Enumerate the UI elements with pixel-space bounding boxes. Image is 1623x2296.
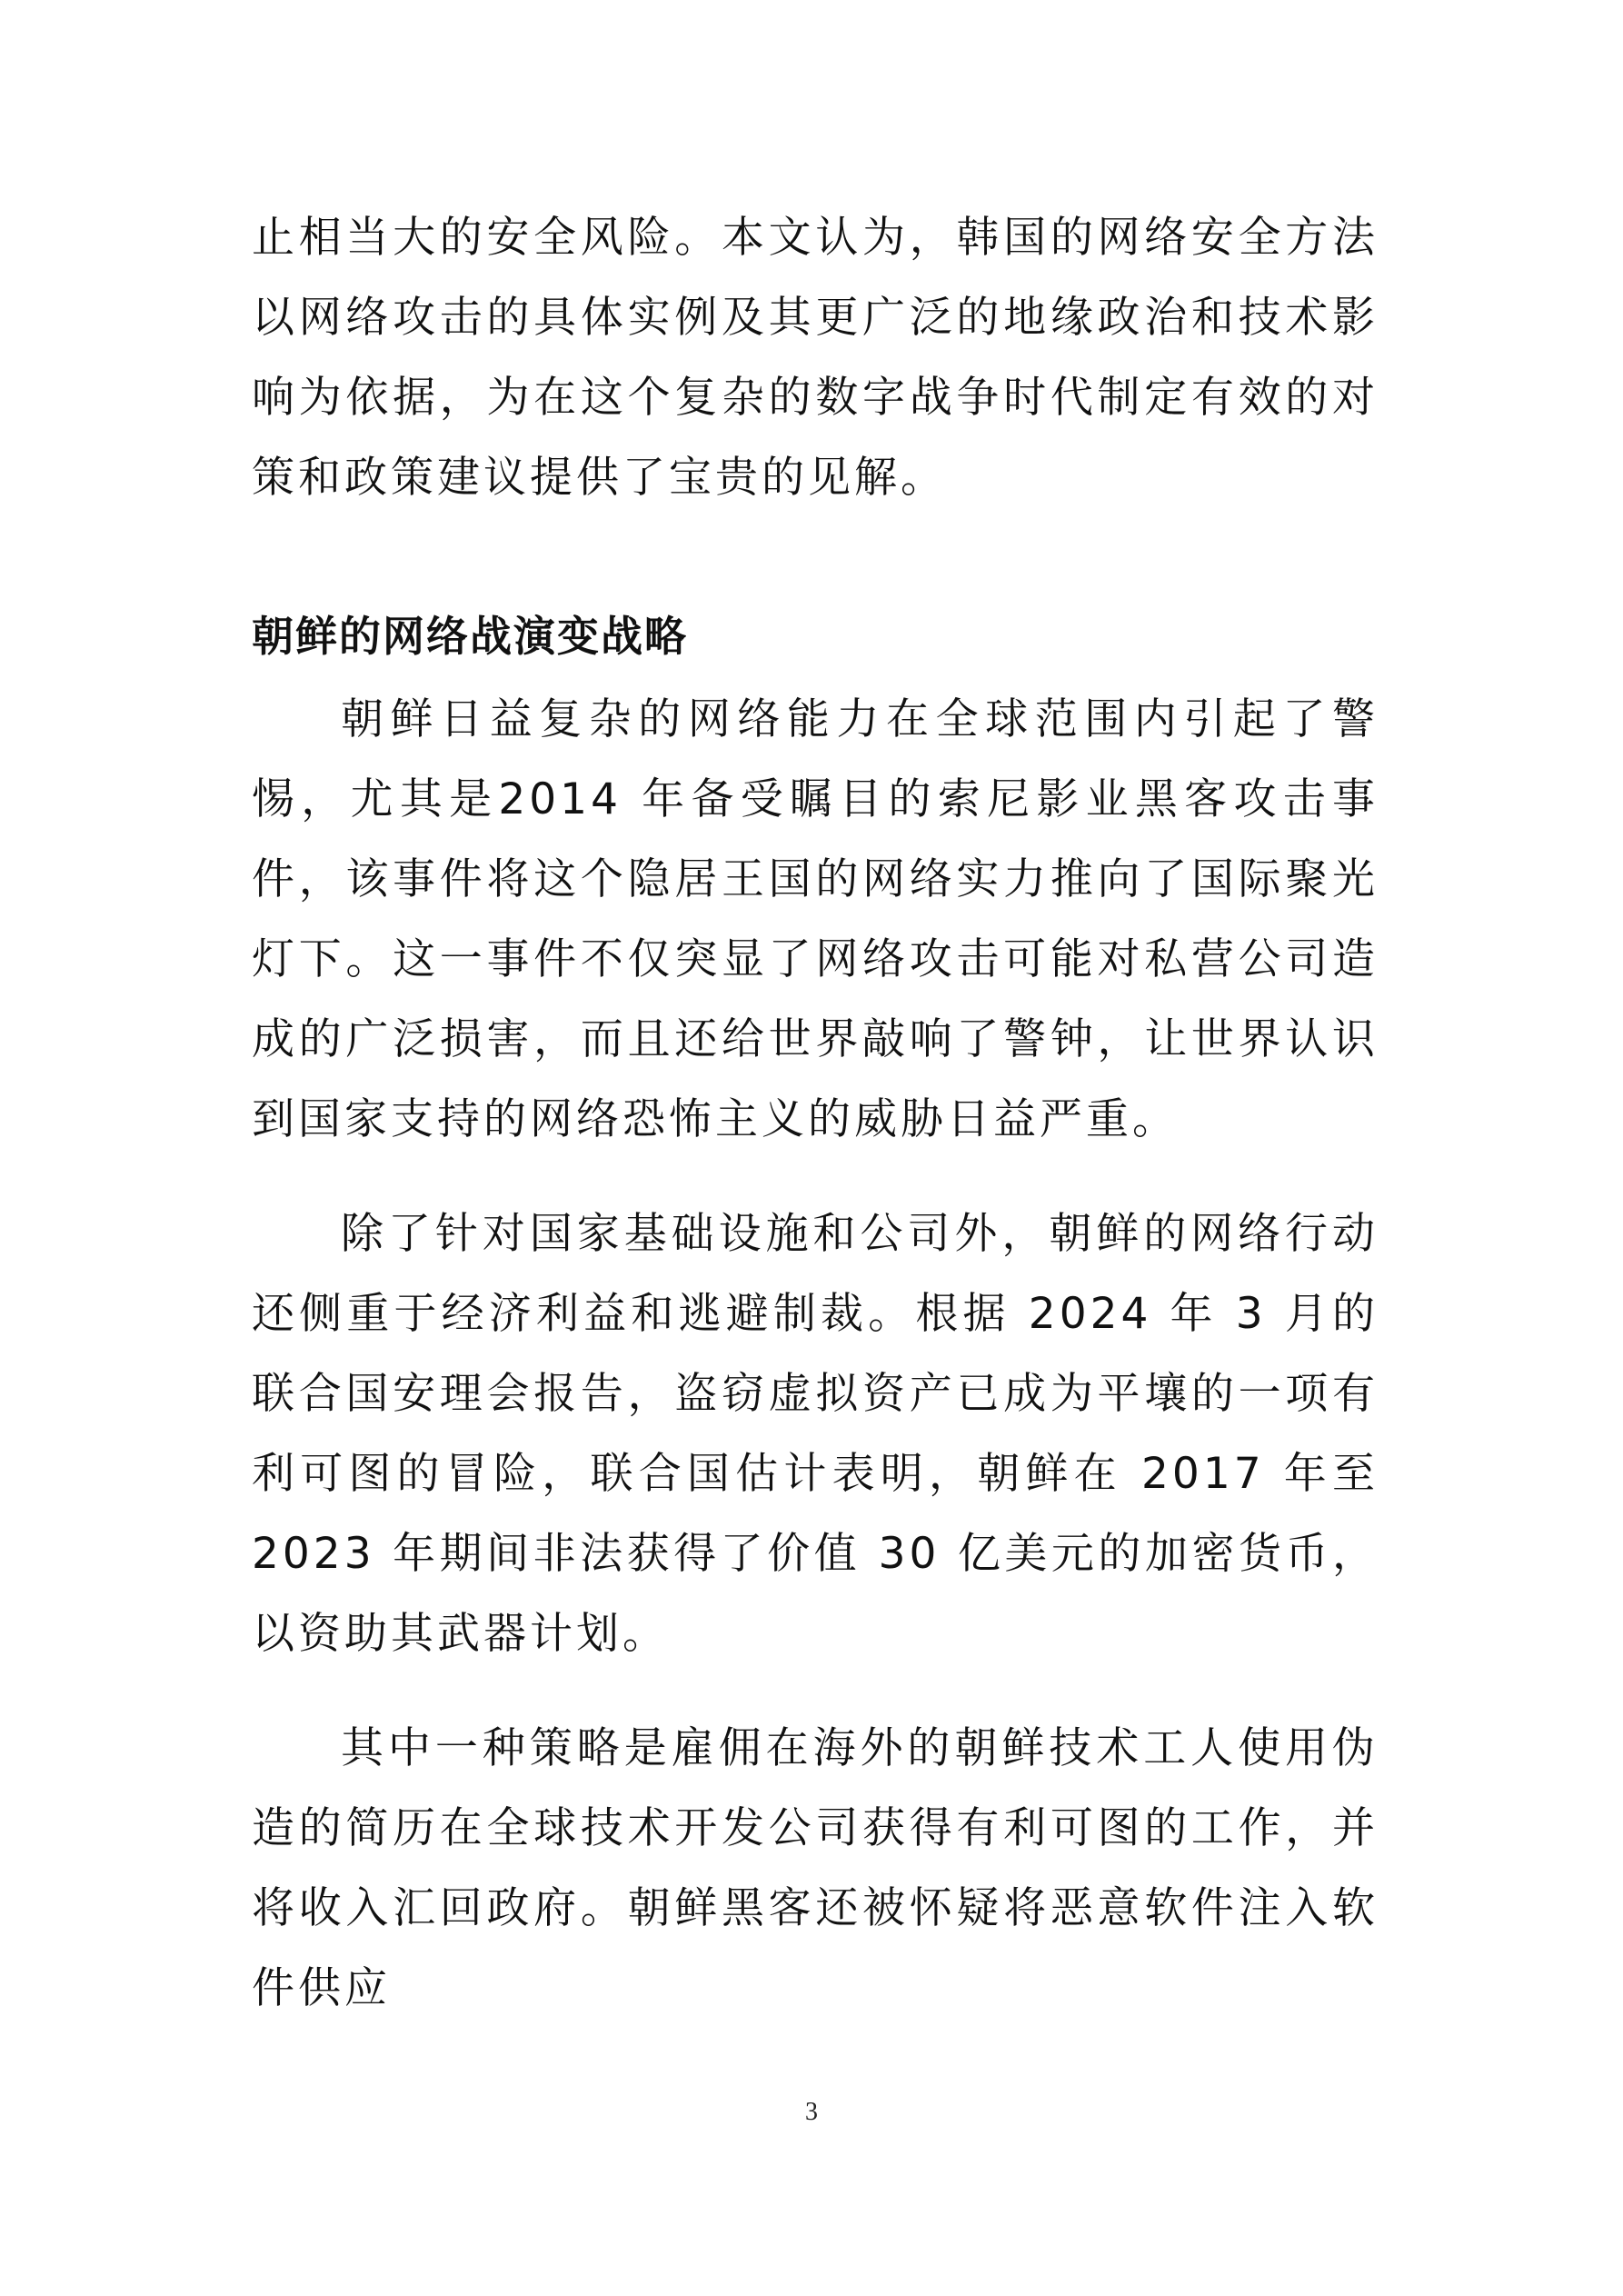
body-paragraph-3: 其中一种策略是雇佣在海外的朝鲜技术工人使用伪造的简历在全球技术开发公司获得有利可图的工作，并将收入汇回政府。朝鲜黑客还被怀疑将恶意软件注入软件供应 (252, 1723, 1379, 2013)
body-paragraph-2: 除了针对国家基础设施和公司外，朝鲜的网络行动还侧重于经济利益和逃避制裁。根据 2024 年 3 月的联合国安理会报告，盗窃虚拟资产已成为平壤的一项有利可图的冒险，联合国估计表明，朝鲜在 2017 年至 2023 年期间非法获得了价值 30 亿美元的加密货币，以资助其武器计划。 (252, 1209, 1379, 1659)
intro-paragraph: 止相当大的安全风险。本文认为，韩国的网络安全方法以网络攻击的具体实例及其更广泛的地缘政治和技术影响为依据，为在这个复杂的数字战争时代制定有效的对策和政策建议提供了宝贵的见解。 (252, 213, 1379, 503)
page-number: 3 (805, 2098, 818, 2126)
body-paragraph-1: 朝鲜日益复杂的网络能力在全球范围内引起了警惕，尤其是2014 年备受瞩目的索尼影业黑客攻击事件，该事件将这个隐居王国的网络实力推向了国际聚光灯下。这一事件不仅突显了网络攻击可能对私营公司造成的广泛损害，而且还给世界敲响了警钟，让世界认识到国家支持的网络恐怖主义的威胁日益严重。 (252, 694, 1379, 1144)
section-heading: 朝鲜的网络战演变战略 (252, 612, 688, 661)
page-content (252, 198, 1379, 2029)
